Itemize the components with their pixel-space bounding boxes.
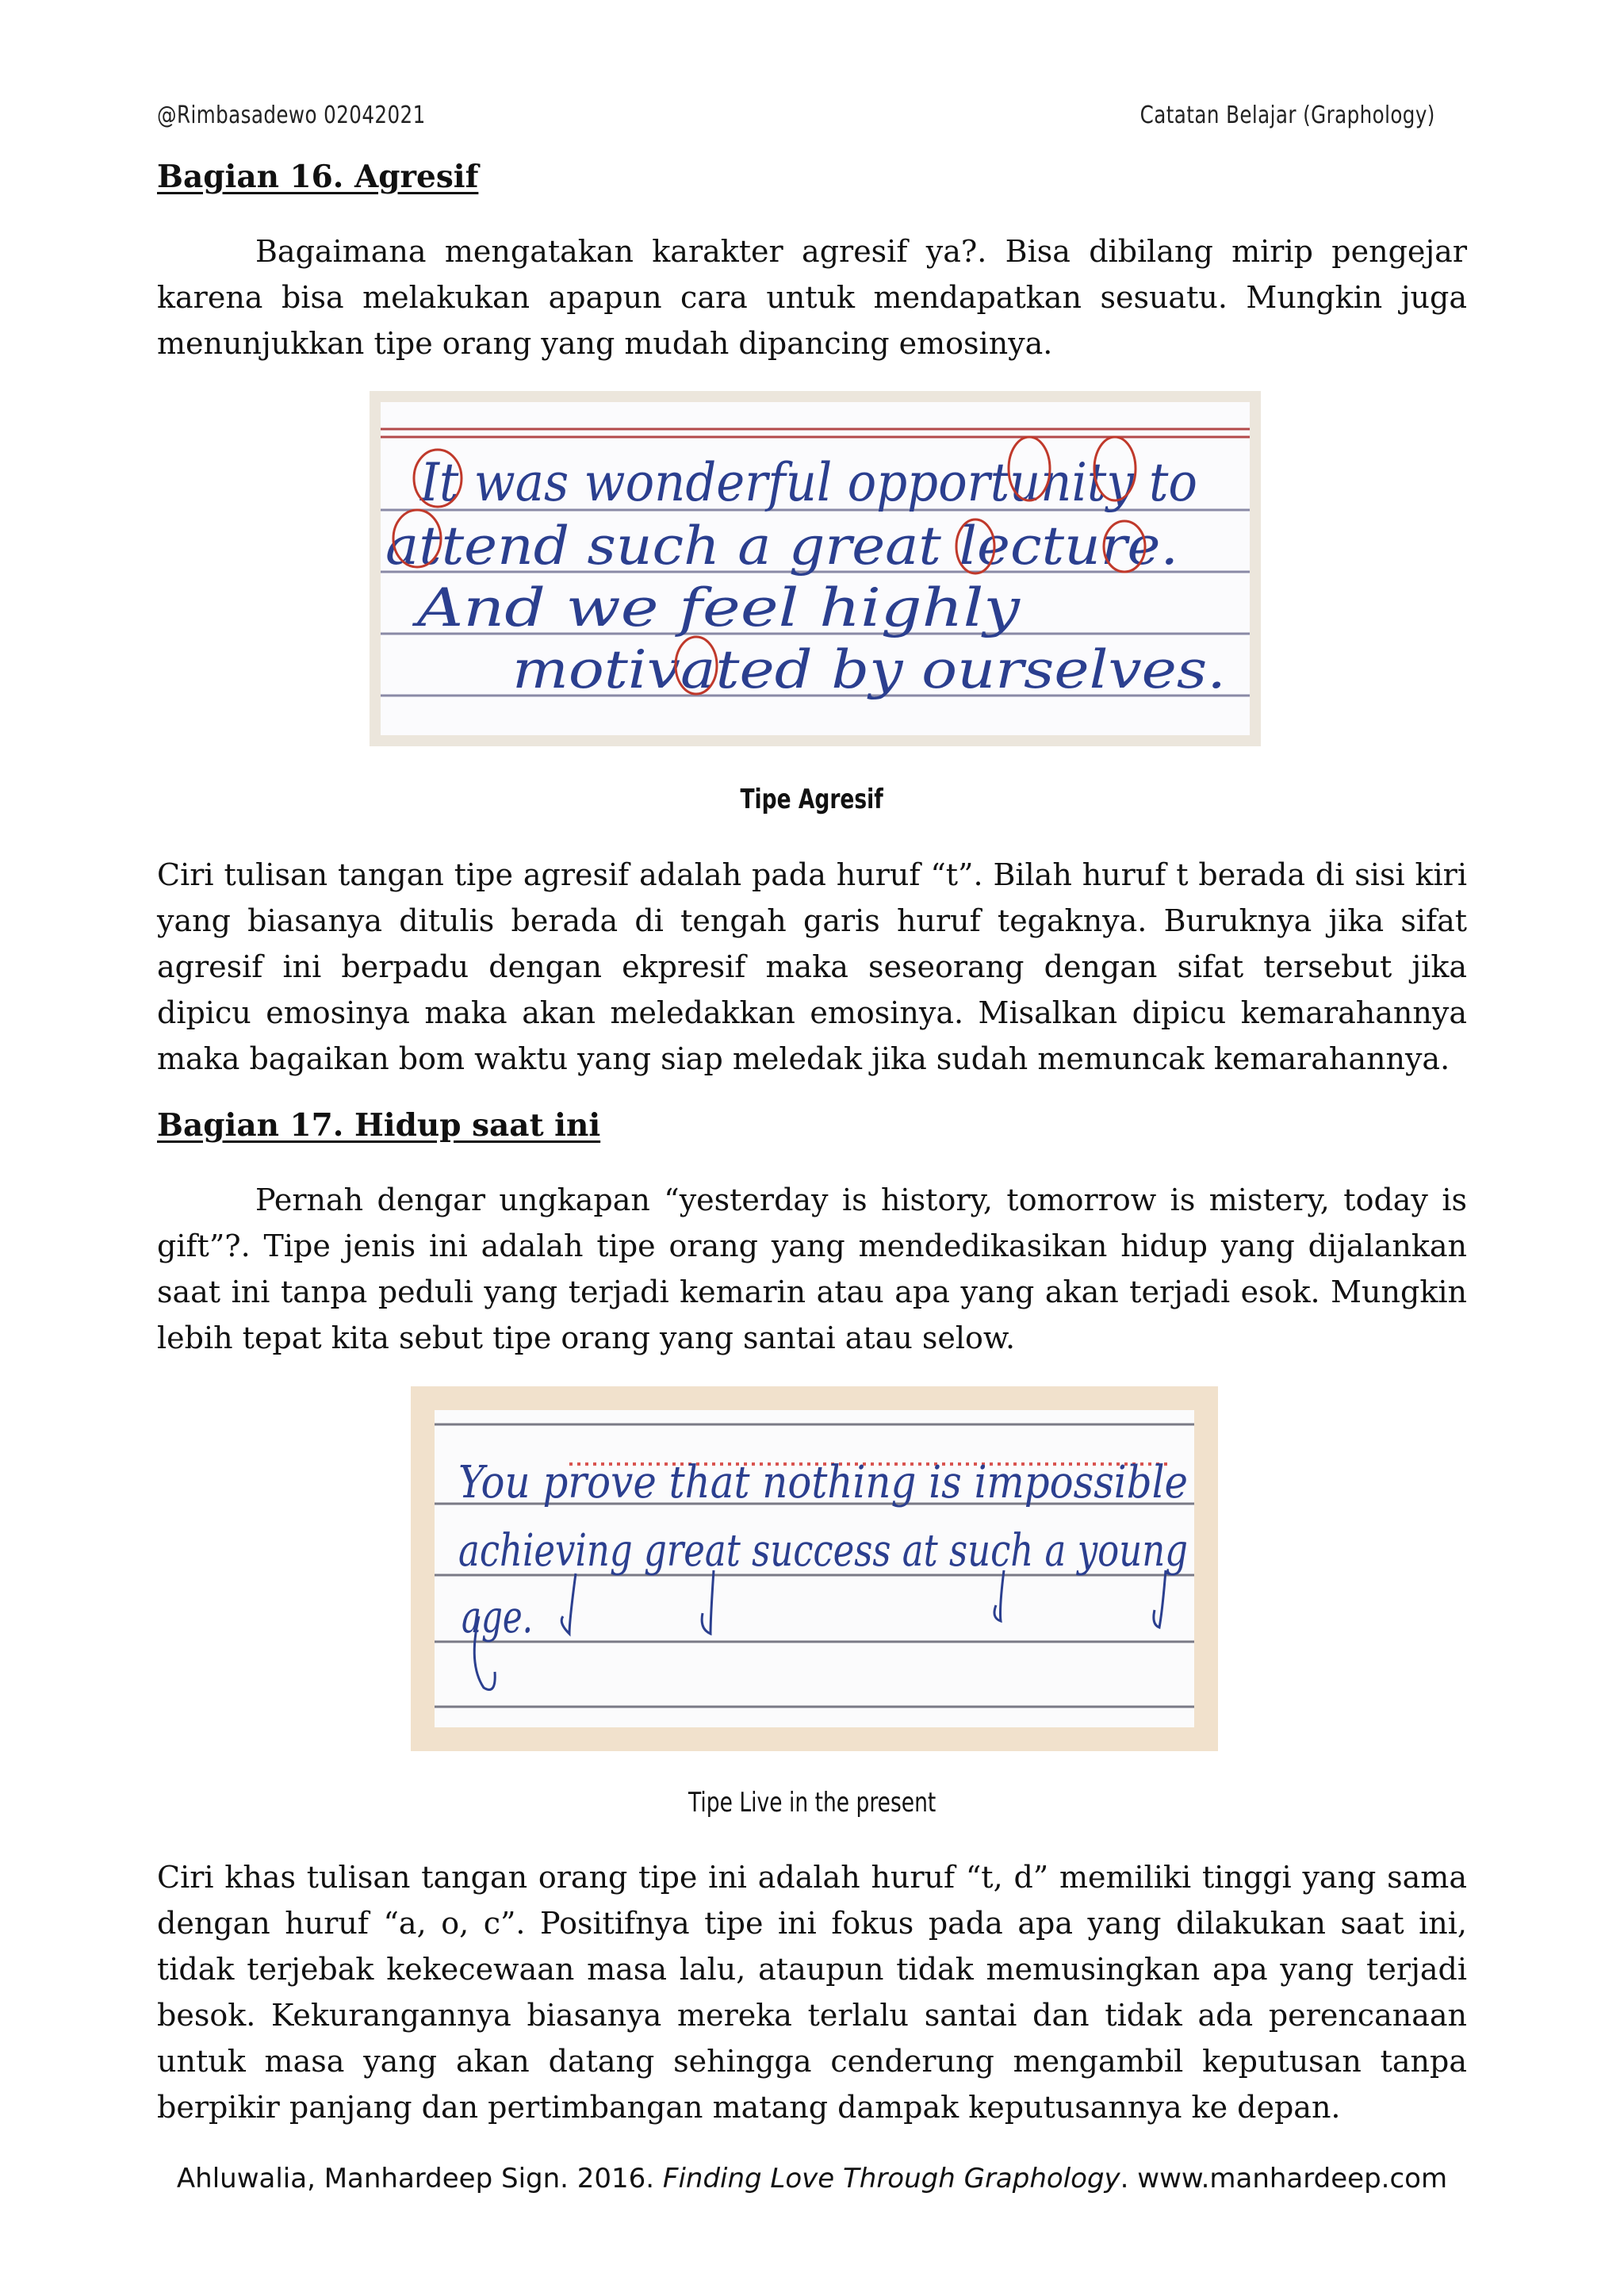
figure-caption-present: Tipe Live in the present — [688, 1787, 936, 1819]
handwriting-sample-aggressive — [370, 391, 1261, 746]
handwriting-sample-present — [411, 1386, 1218, 1751]
section-17-body: Ciri khas tulisan tangan orang tipe ini adalah huruf “t, d” memiliki tinggi yang sama dengan huruf “a, o, c”. Positifnya tipe ini fokus pada apa yang dilakukan saat ini, tidak terjebak kekecewaan masa lalu, ataupun tidak memusingkan apa yang terjadi besok. Kekurangannya biasanya mereka terlalu santai dan tidak ada perencanaan untuk masa yang akan datang sehingga cenderung mengambil keputusan tanpa berpikir panjang dan pertimbangan matang dampak keputusannya ke depan. — [157, 1860, 1467, 2125]
handwriting-line-2: attend such a great lecture. — [385, 516, 1178, 577]
handwriting-line-3: And we feel highly — [411, 577, 1021, 638]
section-16-heading: Bagian 16. Agresif — [157, 159, 479, 195]
handwriting-image-present — [411, 1386, 1218, 1751]
handwriting-image-aggressive — [370, 391, 1261, 746]
header-right: Catatan Belajar (Graphology) — [1139, 102, 1435, 129]
handwriting-line-c: age. — [462, 1592, 533, 1643]
footer-url: . www.manhardeep.com — [1120, 2163, 1448, 2194]
section-17-intro: Pernah dengar ungkapan “yesterday is history, tomorrow is mistery, today is gift”?. Tipe jenis ini adalah tipe orang yang mendedikasikan hidup yang dijalankan saat ini tanpa peduli yang terjadi kemarin atau apa yang akan terjadi esok. Mungkin lebih tepat kita sebut tipe orang yang santai atau selow. — [157, 1182, 1467, 1355]
handwriting-line-1: It was wonderful opportunity to — [419, 452, 1197, 513]
footer-book-title: Finding Love Through Graphology — [662, 2163, 1120, 2194]
handwriting-line-a: You prove that nothing is impossible — [458, 1457, 1188, 1508]
handwriting-line-b: achieving great success at such a young — [458, 1525, 1188, 1577]
footer-authors: Ahluwalia, Manhardeep Sign. 2016. — [176, 2163, 663, 2194]
section-16-intro: Bagaimana mengatakan karakter agresif ya?. Bisa dibilang mirip pengejar karena bisa melakukan apapun cara untuk mendapatkan sesuatu. Mungkin juga menunjukkan tipe orang yang mudah dipancing emosinya. — [157, 234, 1467, 361]
header-left: @Rimbasadewo 02042021 — [157, 102, 426, 129]
section-16-body: Ciri tulisan tangan tipe agresif adalah pada huruf “t”. Bilah huruf t berada di sisi kiri yang biasanya ditulis berada di tengah garis huruf tegaknya. Buruknya jika sifat agresif ini berpadu dengan ekpresif maka seseorang dengan sifat tersebut jika dipicu emosinya maka akan meledakkan emosinya. Misalkan dipicu kemarahannya maka bagaikan bom waktu yang siap meledak jika sudah memuncak kemarahannya. — [157, 857, 1467, 1076]
section-17-heading: Bagian 17. Hidup saat ini — [157, 1107, 601, 1144]
figure-caption-aggressive: Tipe Agresif — [740, 784, 884, 815]
footer-citation — [0, 2163, 1624, 2194]
handwriting-line-4: motivated by ourselves. — [512, 639, 1226, 700]
